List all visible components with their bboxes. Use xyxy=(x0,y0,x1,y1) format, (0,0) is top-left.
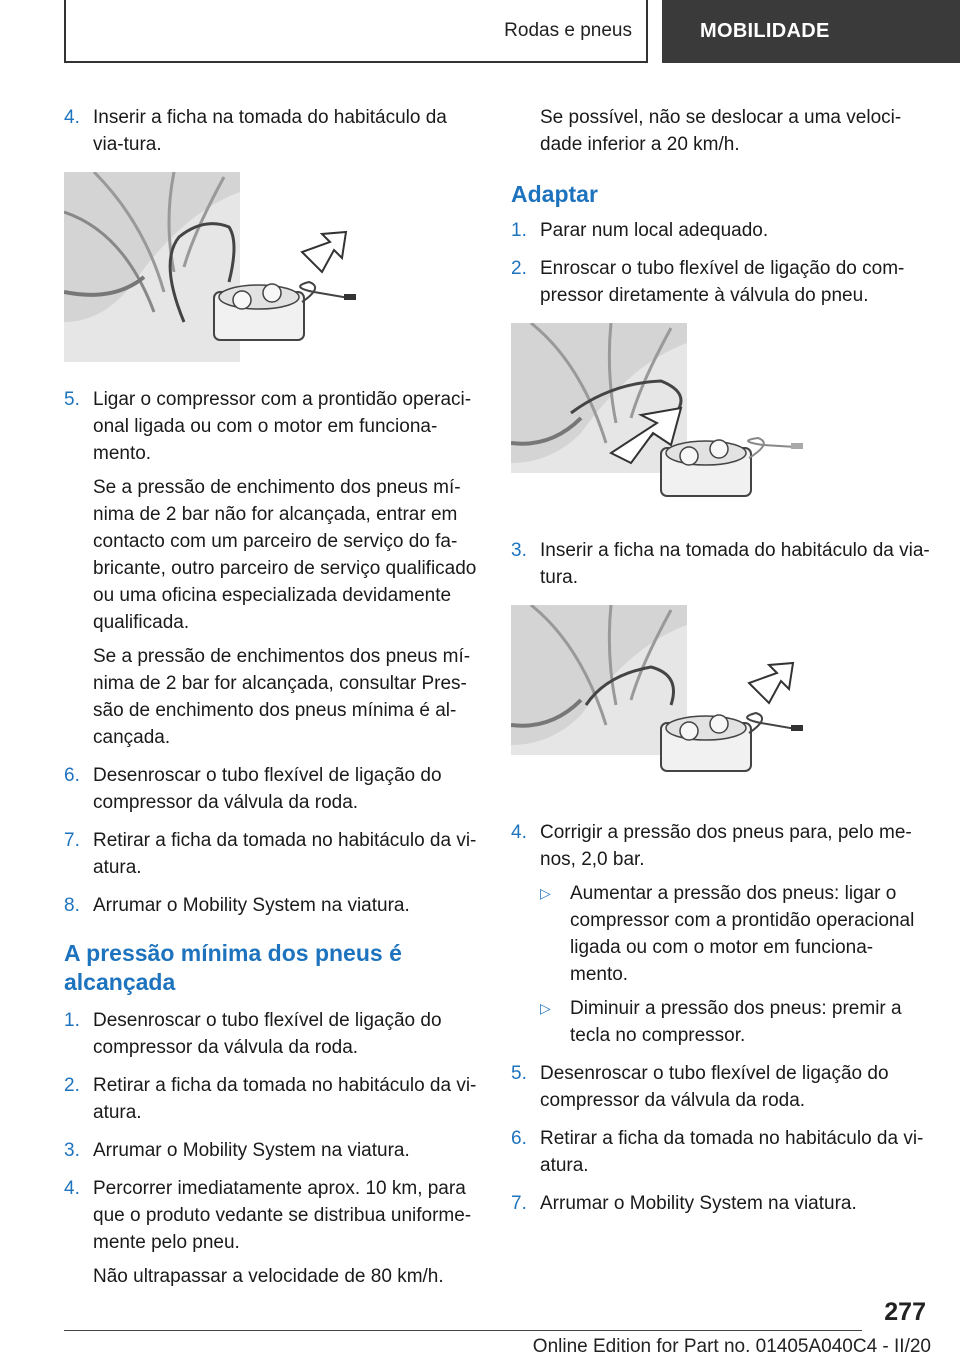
step-5 xyxy=(511,1060,931,1114)
step-1 xyxy=(64,1007,478,1061)
step-text: Retirar a ficha da tomada no habitáculo da vi-atura. xyxy=(93,1075,477,1123)
figure-plug-socket xyxy=(64,172,478,362)
step-text: Corrigir a pressão dos pneus para, pelo me-nos, 2,0 bar. xyxy=(540,822,912,870)
step-4b xyxy=(64,1175,478,1290)
step-text: Enroscar o tubo flexível de ligação do com-pressor diretamente à válvula do pneu. xyxy=(540,258,905,306)
sub-item-text: Diminuir a pressão dos pneus: premir a tecla no compressor. xyxy=(570,998,902,1046)
step-number: 7. xyxy=(511,1193,527,1214)
step-text: Ligar o compressor com a prontidão operaci-onal ligada ou com o motor em funciona-mento. xyxy=(93,389,472,464)
step-3 xyxy=(511,537,931,591)
step-number: 1. xyxy=(64,1010,80,1031)
page-header xyxy=(64,0,960,64)
step-number: 4. xyxy=(64,1178,80,1199)
step-text: Parar num local adequado. xyxy=(540,220,769,241)
step-number: 4. xyxy=(511,822,527,843)
compressor-socket-illustration-2 xyxy=(511,605,811,795)
step-number: 2. xyxy=(511,258,527,279)
step-note: Se a pressão de enchimentos dos pneus mí-nima de 2 bar for alcançada, consultar Pres-são de enchimento dos pneus mínima é al-cançada. xyxy=(93,646,471,748)
step-number: 6. xyxy=(64,765,80,786)
step-2 xyxy=(511,255,931,309)
section-heading-adaptar: Adaptar xyxy=(511,181,598,207)
right-column xyxy=(511,104,931,1228)
sub-item-text: Aumentar a pressão dos pneus: ligar o compressor com a prontidão operacional ligada ou com o motor em funciona-mento. xyxy=(570,883,915,985)
triangle-bullet-icon: ▷ xyxy=(540,885,551,901)
step-2 xyxy=(64,1072,478,1126)
step-text: Percorrer imediatamente aprox. 10 km, para que o produto vedante se distribua uniforme-mente pelo pneu. xyxy=(93,1178,472,1253)
continued-note: Se possível, não se deslocar a uma veloci-dade inferior a 20 km/h. xyxy=(540,107,902,155)
step-4 xyxy=(511,819,931,1049)
chapter-tab: MOBILIDADE xyxy=(662,0,960,63)
step-text: Desenroscar o tubo flexível de ligação do compressor da válvula da roda. xyxy=(93,765,442,813)
figure-plug-socket-2 xyxy=(511,605,931,795)
step-1 xyxy=(511,217,931,244)
step-text: Arrumar o Mobility System na viatura. xyxy=(93,1140,410,1161)
triangle-bullet-icon: ▷ xyxy=(540,1000,551,1016)
left-column xyxy=(64,104,478,1301)
step-number: 7. xyxy=(64,830,80,851)
step-text: Inserir a ficha na tomada do habitáculo da via-tura. xyxy=(540,540,930,588)
step-5 xyxy=(64,386,478,751)
step-text: Arrumar o Mobility System na viatura. xyxy=(540,1193,857,1214)
step-text: Inserir a ficha na tomada do habitáculo da via-tura. xyxy=(93,107,447,155)
step-number: 8. xyxy=(64,895,80,916)
step-number: 1. xyxy=(511,220,527,241)
step-number: 6. xyxy=(511,1128,527,1149)
edition-footer: Online Edition for Part no. 01405A040C4 - II/20 xyxy=(532,1336,931,1357)
compressor-valve-illustration xyxy=(511,323,811,513)
sub-item xyxy=(540,995,931,1049)
step-text: Desenroscar o tubo flexível de ligação do compressor da válvula da roda. xyxy=(540,1063,889,1111)
step-8 xyxy=(64,892,478,919)
step-7 xyxy=(64,827,478,881)
step-text: Desenroscar o tubo flexível de ligação do compressor da válvula da roda. xyxy=(93,1010,442,1058)
step-number: 5. xyxy=(64,389,80,410)
section-heading: A pressão mínima dos pneus é alcançada xyxy=(64,940,402,995)
step-7 xyxy=(511,1190,931,1217)
step-number: 3. xyxy=(511,540,527,561)
step-text: Retirar a ficha da tomada no habitáculo da vi-atura. xyxy=(540,1128,924,1176)
page-number: 277 xyxy=(884,1298,926,1326)
step-6 xyxy=(511,1125,931,1179)
step-note: Não ultrapassar a velocidade de 80 km/h. xyxy=(93,1266,444,1287)
step-6 xyxy=(64,762,478,816)
figure-valve-connection xyxy=(511,323,931,513)
step-note: Se a pressão de enchimento dos pneus mí-nima de 2 bar não for alcançada, entrar em contacto com um parceiro de serviço do fa-bricante, outro parceiro de serviço qualificado ou uma oficina especializada devidamente qualificada. xyxy=(93,477,477,633)
section-title: Rodas e pneus xyxy=(64,0,648,63)
step-3 xyxy=(64,1137,478,1164)
step-number: 2. xyxy=(64,1075,80,1096)
step-number: 4. xyxy=(64,107,80,128)
step-text: Arrumar o Mobility System na viatura. xyxy=(93,895,410,916)
sub-item xyxy=(540,880,931,988)
footer-divider xyxy=(64,1330,862,1331)
compressor-socket-illustration xyxy=(64,172,364,362)
step-4 xyxy=(64,104,478,158)
step-text: Retirar a ficha da tomada no habitáculo da vi-atura. xyxy=(93,830,477,878)
step-number: 5. xyxy=(511,1063,527,1084)
step-number: 3. xyxy=(64,1140,80,1161)
